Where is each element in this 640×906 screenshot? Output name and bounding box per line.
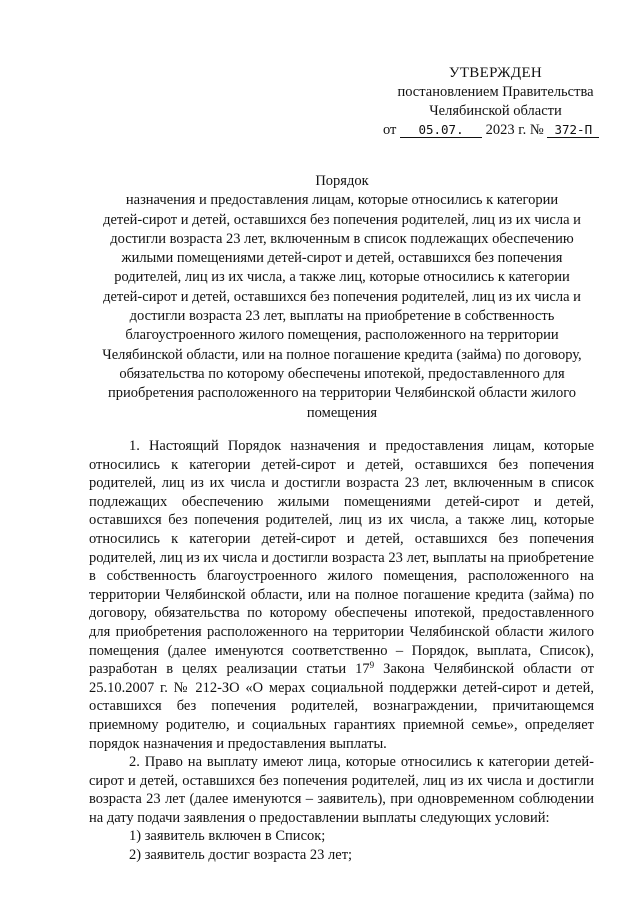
title-line: достигли возраста 23 лет, включенным в список подлежащих обеспечению [110, 230, 574, 247]
approval-title: УТВЕРЖДЕН [448, 65, 543, 81]
paragraph-1-text-a: 1. Настоящий Порядок назначения и предоставления лицам, которые относились к категории детей-сирот и детей, оставшихся без попечения родителей, лиц из их числа и достигли возраста 23 лет, включенным в список подлежащих обеспечению жилыми помещениями детей-сирот и детей, оставшихся без попечения родителей, лиц из их числа, а также лиц, которые относились к категории детей-сирот и детей, оставшихся без попечения родителей, лиц из их числа и достигли возраста 23 лет, выплаты на приобретение в собственность благоустроенного жилого помещения, расположенного на территории Челябинской области, или на полное погашение кредита (займа) по договору, обязательства по которому обеспечены ипотекой, предоставленного для приобретения расположенного на территории Челябинской области жилого помещения (далее именуются соответственно – Порядок, выплата, Список), разработан в целях реализации статьи 17 [89, 438, 594, 678]
date-prefix: от [383, 122, 397, 138]
title-line: приобретения расположенного на территории Челябинской области жилого [107, 385, 577, 402]
date-value: 05.07. [400, 122, 482, 138]
approval-line-1: постановлением Правительства [397, 84, 594, 100]
title-line: помещения [306, 404, 378, 421]
approval-stamp [383, 64, 608, 140]
document-number: 372-П [547, 122, 599, 138]
condition-item-2: 2) заявитель достиг возраста 23 лет; [129, 847, 353, 864]
title-line: Челябинской области, или на полное погашение кредита (займа) по договору, [102, 346, 582, 363]
title-line: детей-сирот и детей, оставшихся без попечения родителей, лиц из их числа и [103, 288, 581, 305]
title-heading: Порядок [315, 173, 369, 189]
title-line: достигли возраста 23 лет, выплаты на приобретение в собственность [129, 308, 555, 325]
title-line: родителей, лиц из их числа, а также лиц, которые относились к категории [114, 269, 570, 286]
title-line: назначения и предоставления лицам, которые относились к категории [125, 192, 559, 209]
date-year: 2023 г. № [485, 122, 544, 138]
document-body [89, 437, 594, 865]
article-superscript: 9 [369, 660, 375, 671]
condition-item-1: 1) заявитель включен в Список; [129, 828, 326, 845]
title-line: жилыми помещениями детей-сирот и детей, оставшихся без попечения [121, 250, 563, 267]
paragraph-1-text-b: Закона Челябинской области от 25.10.2007 г. № 212-ЗО «О мерах социальной поддержки детей-сирот и детей, оставшихся без попечения родителей, вознаграждении, причитающемся приемному родителю, и социальных гарантиях приемной семье», определяет порядок назначения и предоставления выплаты. [89, 661, 594, 752]
document-title [80, 172, 604, 423]
approval-line-2: Челябинской области [429, 103, 562, 119]
title-line: благоустроенного жилого помещения, расположенного на территории [125, 327, 559, 344]
paragraph-1 [89, 437, 594, 753]
title-line: детей-сирот и детей, оставшихся без попечения родителей, лиц из их числа и [103, 211, 581, 228]
title-line: обязательства по которому обеспечены ипотекой, предоставленного для [119, 365, 565, 382]
paragraph-2: 2. Право на выплату имеют лица, которые относились к категории детей-сирот и детей, оставшихся без попечения родителей, лиц из их числа и достигли возраста 23 лет (далее именуются – заявитель), при одновременном соблюдении на дату подачи заявления о предоставлении выплаты следующих условий: [89, 754, 594, 826]
approval-date-line [383, 121, 608, 140]
